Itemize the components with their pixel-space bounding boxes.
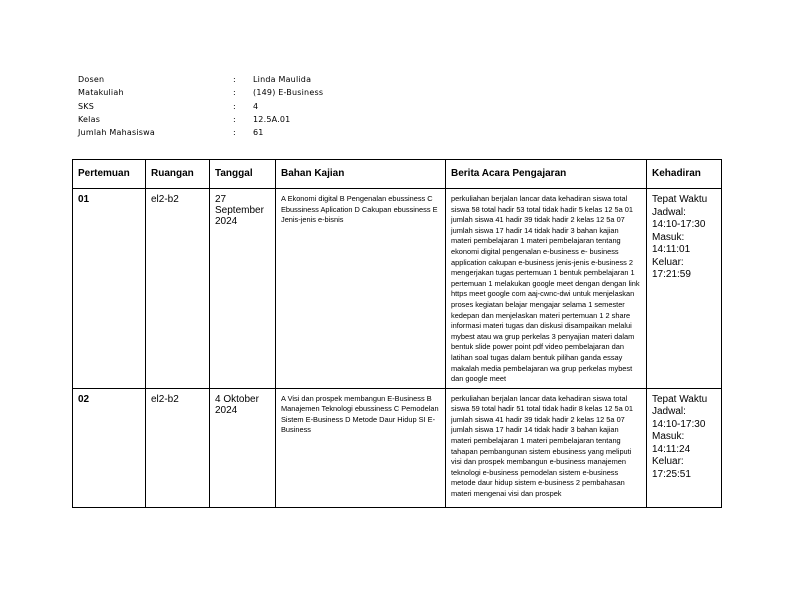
info-value: 61: [253, 128, 264, 138]
info-separator: :: [233, 101, 236, 111]
kehadiran-jadwal-label: Jadwal:: [652, 406, 686, 418]
kehadiran-keluar-label: Keluar:: [652, 456, 684, 468]
header-ruangan: Ruangan: [146, 160, 210, 189]
info-value: 4: [253, 101, 259, 111]
info-separator: :: [233, 75, 236, 84]
info-label: SKS: [78, 101, 95, 111]
table-row: [73, 388, 722, 507]
table-row: [73, 189, 722, 389]
cell-berita-acara: perkuliahan berjalan lancar data kehadiran siswa total siswa 58 total hadir 53 total tidak hadir 5 kelas 12 5a 01 jumlah siswa 41 hadir 39 tidak hadir 2 kelas 12 5a 07 jumlah siswa 17 hadir 14 tidak hadir 3 bahan kajian materi pembelajaran 1 materi pembelajaran tentang ekonomi digital pengenalan e-business e- business application cakupan e-business jenis-jenis e-business 2 mengerjakan tugas pertemuan 1 bentuk pembelajaran 1 pertemuan 1 melakukan google meet dengan dengan link https meet google com aaj-cwnc-dwi untuk menjelaskan proses kegiatan belajar mengajar selama 1 semester kedepan dan menjelaskan materi pertemuan 1 2 share informasi materi tugas dan diskusi disampaikan melalui mybest atau wa grup perkelas 3 penyajian materi dalam bentuk slide power point pdf video pembelajaran dan latihan soal tugas dalam bentuk pilihan ganda essay makalah media pembelajaran wa grup perkelas mybest dan google meet: [446, 189, 647, 389]
kehadiran-masuk: 14:11:01: [652, 244, 691, 255]
info-value: 12.5A.01: [253, 114, 291, 124]
info-value: Linda Maulida: [253, 75, 312, 84]
cell-tanggal: 4 Oktober 2024: [210, 388, 276, 507]
cell-ruangan: el2-b2: [146, 189, 210, 389]
cell-ruangan: el2-b2: [146, 388, 210, 507]
kehadiran-masuk-label: Masuk:: [652, 231, 685, 243]
info-label: Jumlah Mahasiswa: [78, 128, 155, 138]
info-separator: :: [233, 88, 236, 98]
kehadiran-jadwal: 14:10-17:30: [652, 219, 706, 230]
cell-pertemuan: 02: [73, 388, 146, 507]
cell-bahan-kajian: A Visi dan prospek membangun E-Business B Manajemen Teknologi ebussiness C Pemodelan Sistem E-Business D Metode Daur Hidup SI E-Business: [276, 388, 446, 507]
cell-berita-acara: perkuliahan berjalan lancar data kehadiran siswa total siswa 59 total hadir 51 total tidak hadir 8 kelas 12 5a 01 jumlah siswa 41 hadir 39 tidak hadir 2 kelas 12 5a 07 jumlah siswa 17 hadir 14 tidak hadir 3 bahan kajian materi pembelajaran 1 materi pembelajaran tentang tahapan pembangunan sistem ebusiness yang meliputi visi dan prospek membangun e-business manajemen teknologi e-business pemodelan sistem e-business metode daur hidup sistem e-business 2 pembahasan materi mengenai visi dan prospek: [446, 388, 647, 507]
info-label: Matakuliah: [78, 88, 124, 98]
cell-kehadiran: [647, 189, 722, 389]
info-separator: :: [233, 114, 236, 124]
info-value: (149) E-Business: [253, 88, 324, 98]
kehadiran-jadwal: 14:10-17:30: [652, 418, 706, 430]
attendance-table: [72, 159, 722, 508]
header-pertemuan: Pertemuan: [73, 160, 146, 189]
kehadiran-status: Tepat Waktu: [652, 194, 708, 205]
info-label: Kelas: [78, 114, 101, 124]
cell-bahan-kajian: A Ekonomi digital B Pengenalan ebussiness C Ebussiness Aplication D Cakupan ebussiness E Jenis-jenis e-bisnis: [276, 189, 446, 389]
kehadiran-keluar: 17:21:59: [652, 269, 691, 280]
kehadiran-keluar-label: Keluar:: [652, 256, 684, 268]
info-separator: :: [233, 128, 236, 138]
table-header-row: [73, 160, 722, 189]
header-kehadiran: Kehadiran: [647, 160, 722, 189]
kehadiran-masuk-label: Masuk:: [652, 431, 685, 443]
header-tanggal: Tanggal: [210, 160, 276, 189]
kehadiran-jadwal-label: Jadwal:: [652, 206, 686, 218]
kehadiran-status: Tepat Waktu: [652, 393, 708, 405]
kehadiran-keluar: 17:25:51: [652, 468, 691, 480]
cell-kehadiran: [647, 388, 722, 507]
info-label: Dosen: [78, 75, 105, 84]
header-berita-acara: Berita Acara Pengajaran: [446, 160, 647, 189]
cell-tanggal: 27 September 2024: [210, 189, 276, 389]
cell-pertemuan: 01: [73, 189, 146, 389]
kehadiran-masuk: 14:11:24: [652, 443, 691, 455]
header-bahan-kajian: Bahan Kajian: [276, 160, 446, 189]
